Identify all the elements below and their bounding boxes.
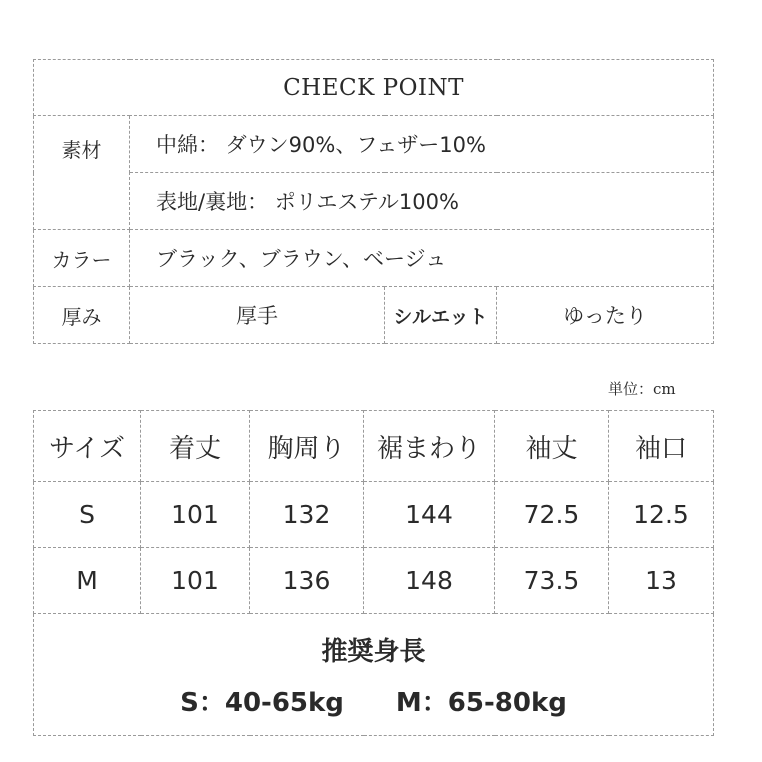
table-row <box>34 482 714 548</box>
length-cell: 101 <box>141 548 250 614</box>
sleeve-length-cell: 72.5 <box>495 482 609 548</box>
recommend-cell <box>34 614 714 736</box>
recommend-title: 推奨身長 <box>321 636 426 667</box>
table-row <box>34 548 714 614</box>
thickness-label: 厚み <box>34 287 130 344</box>
header-sleeve-length: 袖丈 <box>495 411 609 482</box>
chest-cell: 136 <box>250 548 364 614</box>
size-cell: M <box>34 548 141 614</box>
recommend-s: S：40-65kg <box>180 687 344 718</box>
unit-note: 単位：cm <box>608 380 676 398</box>
length-cell: 101 <box>141 482 250 548</box>
material-filling: 中綿： ダウン90%、フェザー10% <box>130 116 714 173</box>
color-value: ブラック、ブラウン、ベージュ <box>130 230 714 287</box>
header-size: サイズ <box>34 411 141 482</box>
color-label: カラー <box>34 230 130 287</box>
header-hem: 裾まわり <box>364 411 495 482</box>
hem-cell: 144 <box>364 482 495 548</box>
material-label: 素材 <box>34 116 130 230</box>
header-chest: 胸周り <box>250 411 364 482</box>
recommend-values <box>34 682 713 719</box>
silhouette-value: ゆったり <box>497 287 714 344</box>
hem-cell: 148 <box>364 548 495 614</box>
header-cuff: 袖口 <box>609 411 714 482</box>
silhouette-label: シルエット <box>385 287 497 344</box>
check-point-table <box>33 59 714 344</box>
recommend-m: M：65-80kg <box>395 687 567 718</box>
cuff-cell: 12.5 <box>609 482 714 548</box>
check-point-title: CHECK POINT <box>34 60 714 116</box>
sleeve-length-cell: 73.5 <box>495 548 609 614</box>
chest-cell: 132 <box>250 482 364 548</box>
material-fabric: 表地/裏地： ポリエステル100% <box>130 173 714 230</box>
thickness-value: 厚手 <box>130 287 385 344</box>
header-length: 着丈 <box>141 411 250 482</box>
size-table <box>33 410 714 736</box>
cuff-cell: 13 <box>609 548 714 614</box>
size-cell: S <box>34 482 141 548</box>
